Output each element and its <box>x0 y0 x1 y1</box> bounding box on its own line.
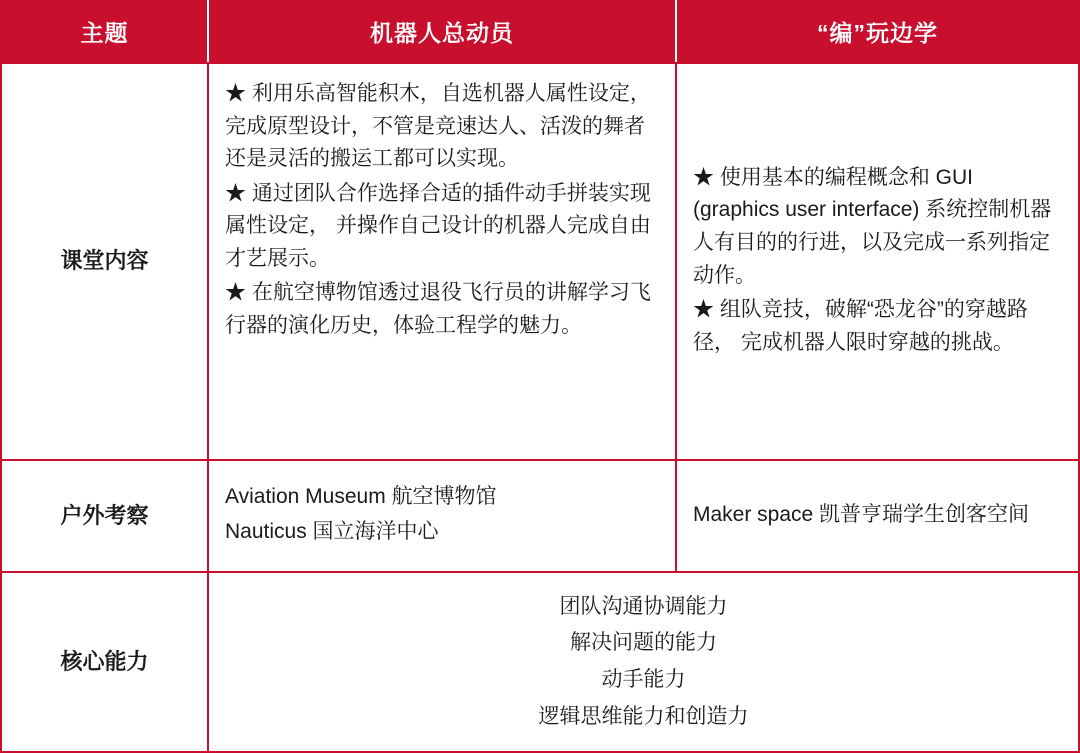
bullet-text: ★ 使用基本的编程概念和 GUI (graphics user interface) 系统控制机器人有目的的行进，以及完成一系列指定动作。 <box>693 165 1052 287</box>
cell-outdoor-robot <box>207 461 675 571</box>
cell-outdoor-coding <box>675 461 1078 571</box>
skill-text: 动手能力 <box>601 668 686 691</box>
bullet-text: ★ 通过团队合作选择合适的插件动手拼装实现属性设定， 并操作自己设计的机器人完成自由才艺展示。 <box>225 181 651 270</box>
skill-text: 团队沟通协调能力 <box>559 594 728 618</box>
bullet-text: ★ 组队竞技，破解“恐龙谷”的穿越路径， 完成机器人限时穿越的挑战。 <box>693 298 1028 354</box>
header-cell-coding-course: “编”玩边学 <box>675 0 1078 62</box>
bullet-text: ★ 在航空博物馆透过退役飞行员的讲解学习飞行器的演化历史，体验工程学的魅力。 <box>225 281 651 337</box>
row-label-core-skills: 核心能力 <box>60 648 149 674</box>
cell-class-content-coding <box>675 64 1078 459</box>
table-row <box>2 62 1078 461</box>
cell-class-content-robot <box>207 64 675 459</box>
table-row <box>2 461 1078 573</box>
skill-text: 逻辑思维能力和创造力 <box>538 704 749 728</box>
header-cell-robot-course: 机器人总动员 <box>207 0 675 62</box>
cell-core-skills <box>207 573 1078 751</box>
table-header-row <box>2 0 1078 62</box>
venue-text: Nauticus 国立海洋中心 <box>225 520 439 543</box>
header-cell-topic: 主题 <box>80 19 129 46</box>
table-row <box>2 573 1078 753</box>
skill-text: 解决问题的能力 <box>570 631 717 655</box>
venue-text: Maker space 凯普亨瑞学生创客空间 <box>693 502 1030 526</box>
row-label-class-content: 课堂内容 <box>60 248 149 274</box>
venue-text: Aviation Museum 航空博物馆 <box>225 485 497 509</box>
bullet-text: ★ 利用乐高智能积木，自选机器人属性设定，完成原型设计，不管是竞速达人、活泼的舞者还是灵活的搬运工都可以实现。 <box>225 82 651 171</box>
row-label-outdoor-visit: 户外考察 <box>60 502 149 528</box>
